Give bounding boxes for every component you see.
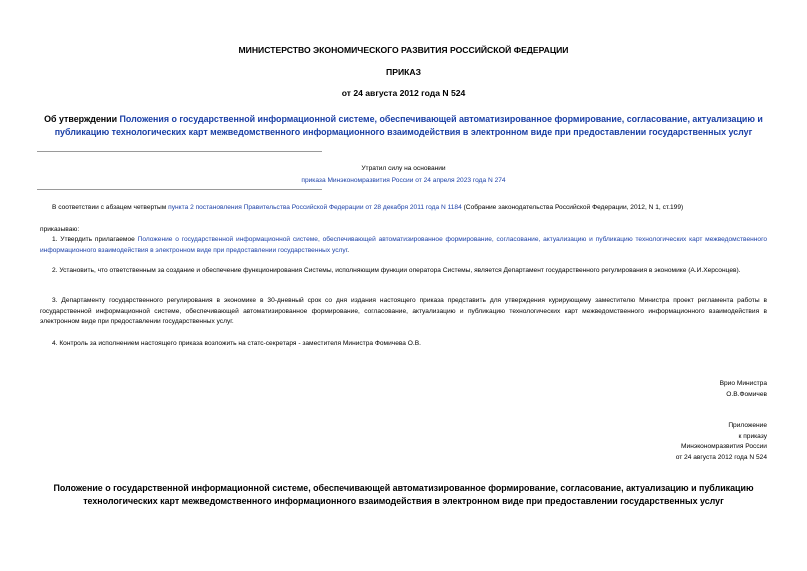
signature-name: О.В.Фомичев: [726, 390, 767, 398]
divider-bottom: [37, 189, 322, 190]
signature-block: [720, 379, 767, 400]
appendix-line-4: от 24 августа 2012 года N 524: [675, 453, 767, 461]
status-line-1: Утратил силу на основании: [361, 165, 446, 172]
item-2: [40, 266, 767, 277]
item-1-suffix: .: [347, 246, 350, 254]
item-1-link[interactable]: Положение о государственной информационной системе, обеспечивающей автоматизированное формирование, согласование, актуализацию и публикацию технологических карт межведомственного информационного взаимодействия в электронном виде при предоставлении государственных услуг: [40, 236, 767, 254]
doc-date-number: от 24 августа 2012 года N 524: [341, 88, 466, 98]
item-2-text: 2. Установить, что ответственным за создание и обеспечение функционирования Системы, исполняющим функции оператора Системы, является Департамент государственного регулирования в экономике (А.И.Херсонцев).: [52, 267, 741, 274]
doc-title-link[interactable]: Положения о государственной информационной системе, обеспечивающей автоматизированное формирование, согласование, актуализацию и публикацию технологических карт межведомственного информационного взаимодействия в электронном виде при предоставлении государственных услуг: [54, 114, 763, 137]
appendix-line-1: Приложение: [728, 422, 767, 429]
doc-type-heading: ПРИКАЗ: [386, 67, 421, 77]
item-1: [40, 235, 767, 256]
item-4: [40, 339, 767, 350]
appendix-line-3: Минэкономразвития России: [681, 443, 767, 450]
divider-top: [37, 151, 322, 152]
appendix-line-2: к приказу: [738, 432, 767, 440]
preamble-suffix: (Собрание законодательства Российской Федерации, 2012, N 1, ст.199): [461, 204, 684, 211]
order-word: приказываю:: [40, 226, 80, 233]
doc-title: [30, 113, 777, 139]
status-link[interactable]: приказа Минэкономразвития России от 24 апреля 2023 года N 274: [301, 177, 506, 184]
signature-position: Врио Министра: [719, 380, 767, 387]
ministry-heading: МИНИСТЕРСТВО ЭКОНОМИЧЕСКОГО РАЗВИТИЯ РОССИЙСКОЙ ФЕДЕРАЦИИ: [238, 45, 569, 55]
appendix-block: [676, 421, 767, 463]
preamble: [52, 203, 767, 214]
item-3-text: 3. Департаменту государственного регулирования в экономике в 30-дневный срок со дня издания настоящего приказа представить для утверждения курирующему заместителю Министра проект регламента работы в государственной информационной системе, обеспечивающей автоматизированное формирование, согласование, актуализацию и публикацию технологических карт межведомственного информационного взаимодействия в электронном виде при предоставлении государственных услуг.: [40, 297, 767, 325]
regulation-title: Положение о государственной информационной системе, обеспечивающей автоматизированное формирование, согласование, актуализацию и публикацию технологических карт межведомственного информационного взаимодействия в электронном виде при предоставлении государственных услуг: [53, 483, 754, 506]
preamble-prefix: В соответствии с абзацем четвертым: [52, 204, 169, 211]
item-3: [40, 296, 767, 328]
item-1-prefix: 1. Утвердить прилагаемое: [52, 236, 138, 243]
item-4-text: 4. Контроль за исполнением настоящего приказа возложить на статс-секретаря - заместителя Министра Фомичева О.В.: [52, 340, 421, 347]
doc-title-prefix: Об утверждении: [44, 114, 120, 124]
preamble-link[interactable]: пункта 2 постановления Правительства Российской Федерации от 28 декабря 2011 года N 1184: [168, 204, 462, 211]
